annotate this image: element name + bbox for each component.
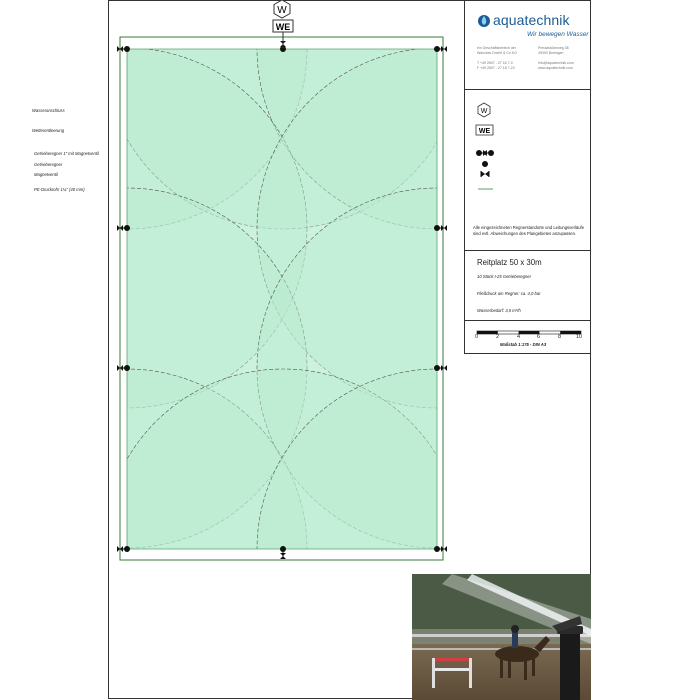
sprinkler-photo: [412, 574, 591, 700]
scale-tick: 2: [496, 334, 500, 340]
legend-label: Wasseranschluss: [32, 108, 65, 113]
address-line: ein Geschäftsbereich der: [477, 46, 516, 50]
water-connection-label: W: [277, 5, 287, 16]
address-line: www.aquatechnik.com: [538, 66, 573, 70]
address-left: [477, 46, 517, 71]
address-line: info@aquatechnik.com: [538, 61, 574, 65]
legend-item-sprinkler: [34, 162, 62, 167]
legend-label: Wetterentleerung: [32, 128, 65, 133]
legend-label: Getrieberegner 1" mit Magnetventil: [34, 151, 99, 156]
company-slogan: Wir bewegen Wasser: [527, 31, 589, 38]
address-right: [538, 46, 574, 71]
plan-title: Reitplatz 50 x 30m: [477, 258, 542, 267]
legend-item-water-connection: [32, 108, 65, 113]
address-line: Wanzlow GmbH & Co KG: [477, 51, 517, 55]
scale-tick: 0: [475, 334, 479, 340]
svg-text:W: W: [480, 108, 488, 115]
scale-tick: 10: [576, 334, 583, 340]
drain-label: WE: [275, 22, 291, 32]
legend-item-pipe: [34, 187, 85, 192]
scale-tick: 6: [537, 334, 541, 340]
legend-item-valve: [34, 172, 58, 177]
legend-label: Magnetventil: [34, 172, 58, 177]
plan-info-line: 10 Stück I-25 Getrieberegner: [477, 274, 532, 279]
plan-info-line: Wasserbedarf: 3,5 m³/h: [477, 308, 521, 313]
drain-box-icon: [273, 20, 293, 32]
water-connection-icon: [274, 0, 290, 18]
photo-illustration: [412, 574, 591, 700]
scale-caption: Maßstab 1:175 - DIN A3: [500, 342, 547, 347]
address-line: F +49 2607 - 27 18 7-22: [477, 66, 515, 70]
address-line: T +49 2607 - 27 18 7-0: [477, 61, 513, 65]
logo-part2: technik: [524, 12, 570, 28]
legend-label: Getrieberegner: [34, 162, 63, 167]
legend-item-drain: [32, 128, 64, 133]
water-drop-icon: [477, 14, 491, 28]
scale-panel: [464, 321, 591, 354]
scale-tick: 8: [558, 334, 562, 340]
scale-tick: 4: [517, 334, 521, 340]
logo-wordmark: [493, 12, 570, 28]
address-line: 49393 Borlingen: [538, 51, 564, 55]
logo-part1: aqua: [493, 12, 525, 28]
legend-note: Alle eingezeichneten Regnerstandorte und Leitungsverläufe sind evtl. Abweichungen des Plangebietes anzupassen.: [473, 225, 585, 236]
logo-panel: [464, 0, 591, 90]
legend-label: PE-Druckrohr 1¼" (40 mm): [34, 187, 85, 192]
svg-text:WE: WE: [478, 128, 491, 135]
plan-info-line: Fließdruck am Regner: ca. 4,0 bar: [477, 291, 541, 296]
legend-item-sprinkler-valve: [34, 151, 99, 156]
address-line: Preustraßenweg 38: [538, 46, 569, 50]
